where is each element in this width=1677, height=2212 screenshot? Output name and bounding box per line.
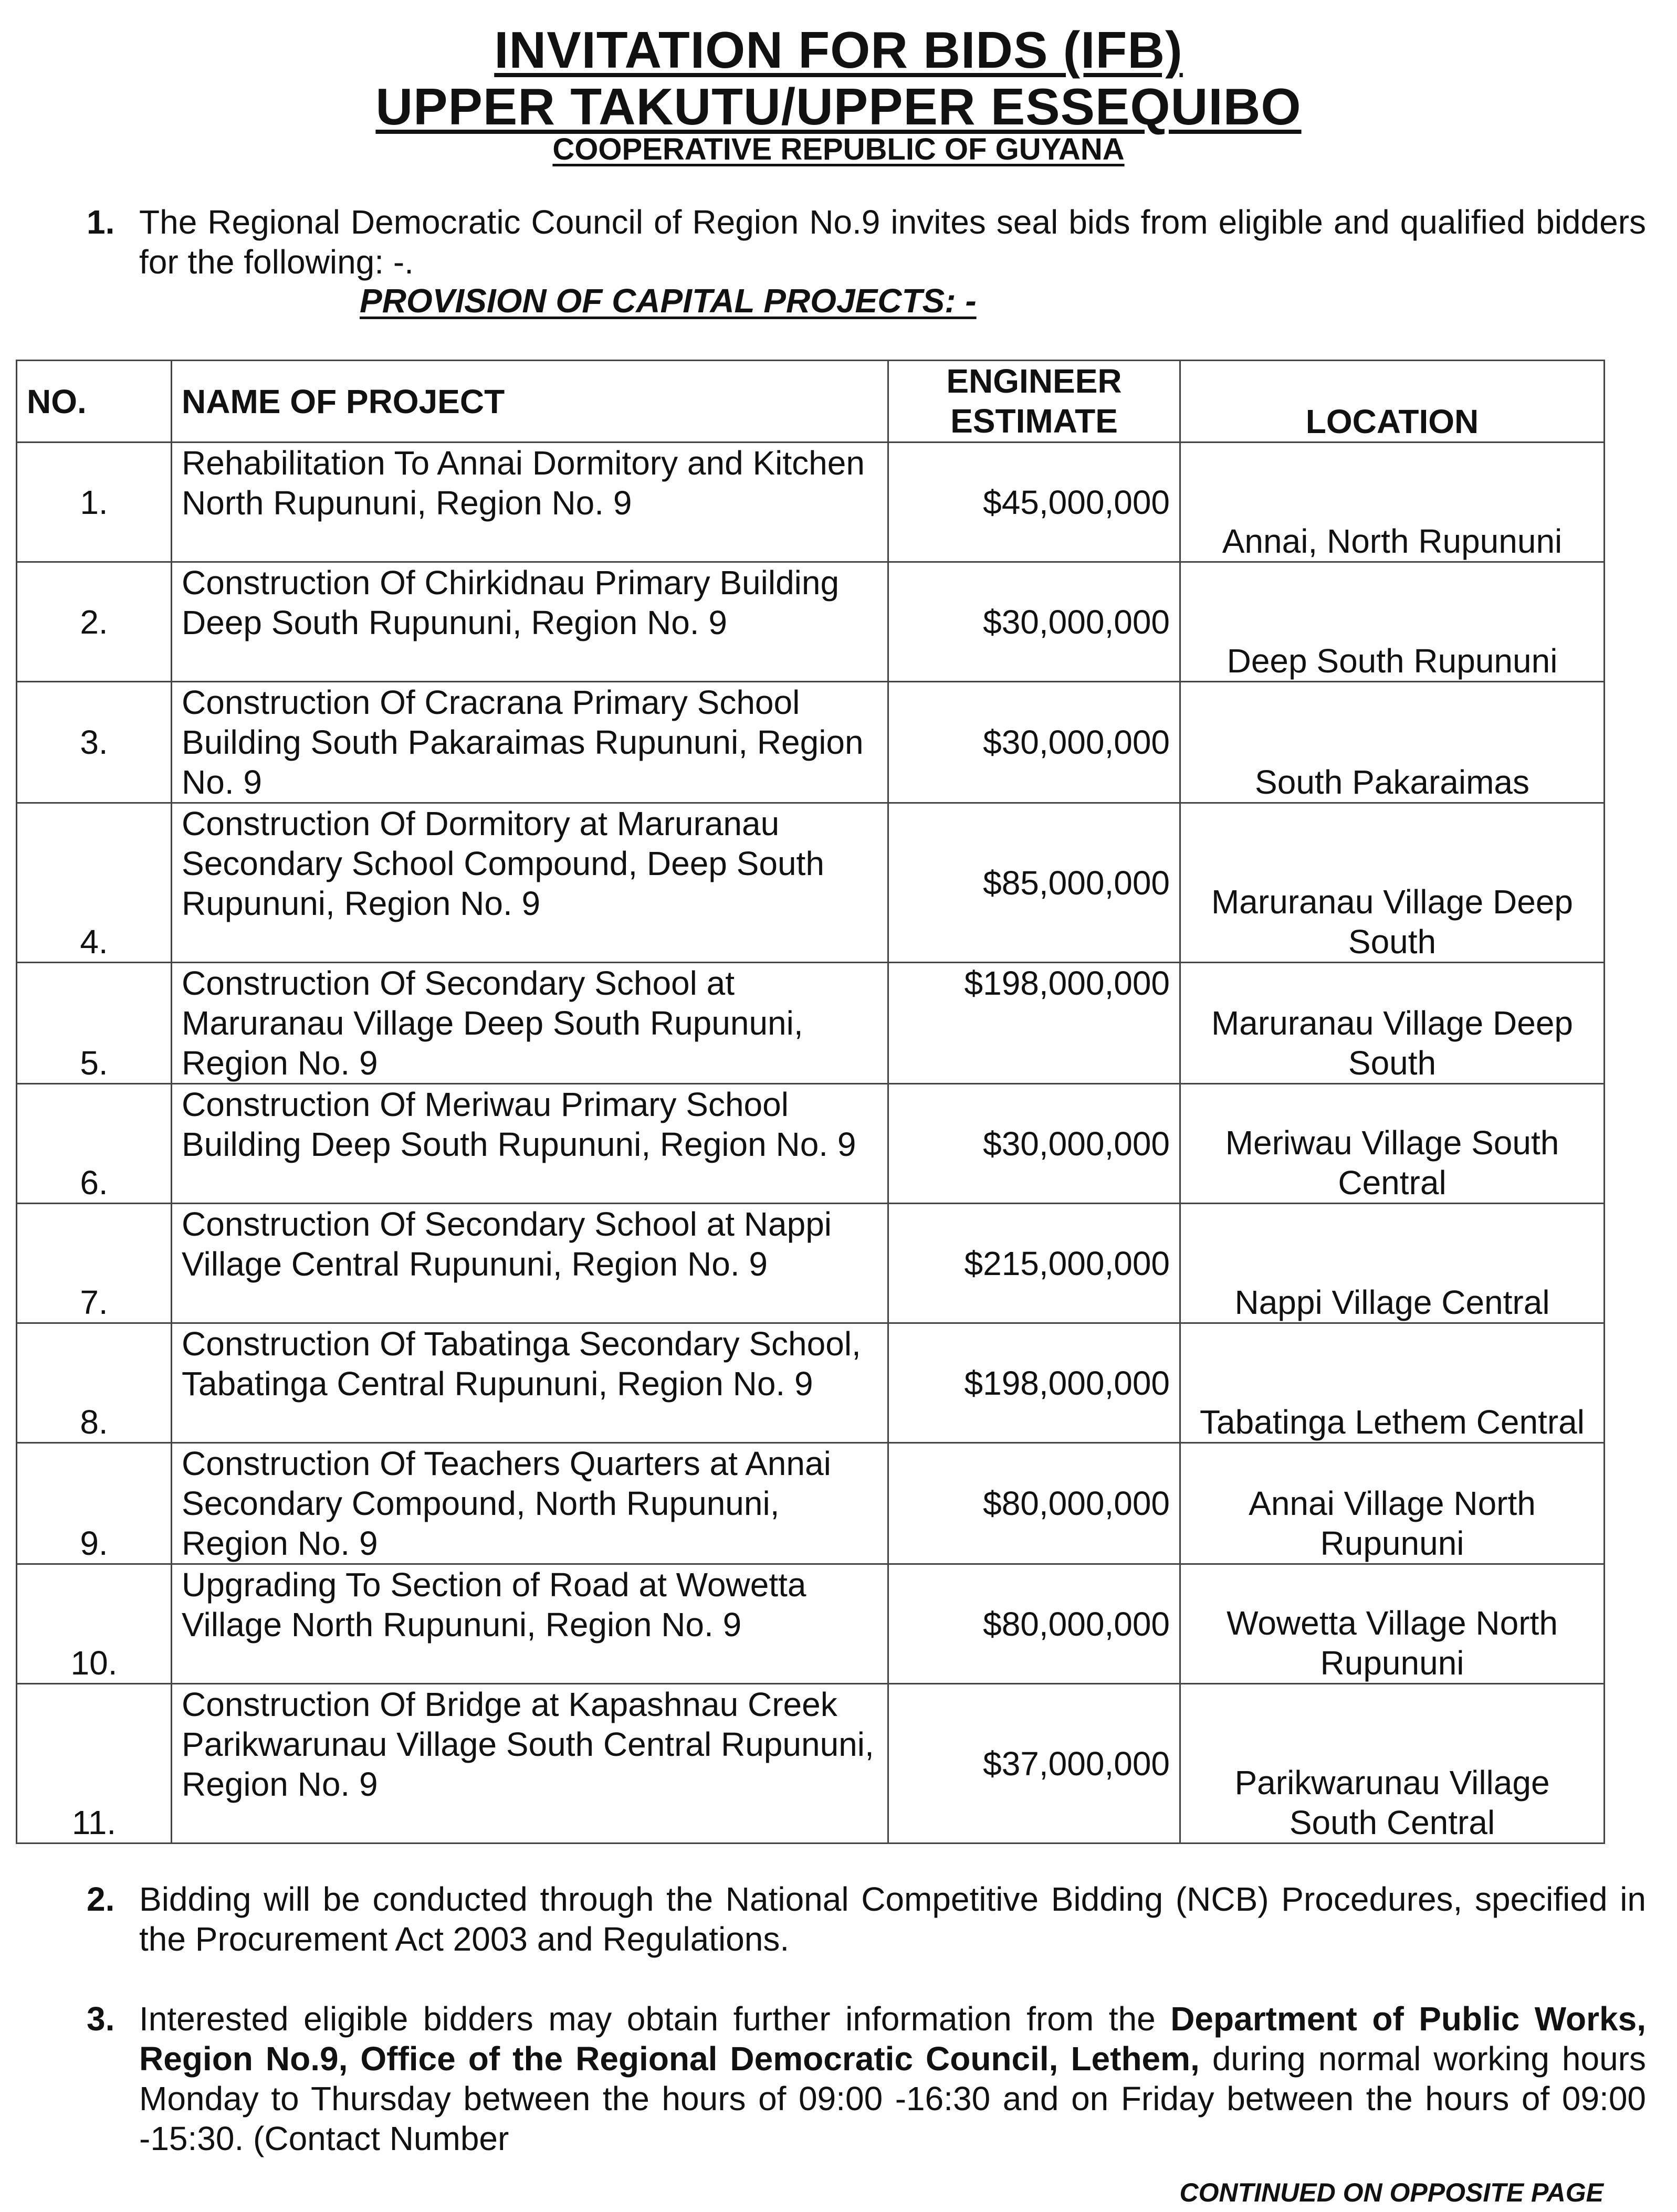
table-row	[17, 1684, 1605, 1844]
row-no: 5.	[17, 963, 172, 1084]
row-estimate: $80,000,000	[888, 1443, 1180, 1564]
row-name: Construction Of Dormitory at Maruranau Secondary School Compound, Deep South Rupununi, Region No. 9	[172, 803, 888, 963]
title-line-1: INVITATION FOR BIDS (IFB)	[494, 21, 1183, 79]
section-heading: PROVISION OF CAPITAL PROJECTS: -	[360, 282, 977, 320]
continued-note: CONTINUED ON OPPOSITE PAGE	[1179, 2178, 1603, 2207]
para3-department: Department of Public Works, Region No.9, Office of the Regional Democratic Council, Lethem,	[139, 2000, 1647, 2078]
para3-text-start: Interested eligible bidders may obtain further information from the	[139, 2000, 1171, 2038]
title-line-2: UPPER TAKUTU/UPPER ESSEQUIBO	[375, 78, 1302, 135]
row-location: Annai Village North Rupununi	[1180, 1443, 1605, 1564]
row-no: 2.	[17, 562, 172, 682]
row-location: Maruranau Village Deep South	[1180, 803, 1605, 963]
table-row	[17, 1323, 1605, 1443]
row-location: Annai, North Rupununi	[1180, 443, 1605, 562]
row-name: Upgrading To Section of Road at Wowetta Village North Rupununi, Region No. 9	[172, 1564, 888, 1684]
row-estimate: $215,000,000	[888, 1204, 1180, 1323]
table-row	[17, 1564, 1605, 1684]
table-row	[17, 1084, 1605, 1204]
row-name: Construction Of Teachers Quarters at Annai Secondary Compound, North Rupununi, Region No. 9	[172, 1443, 888, 1564]
row-no: 8.	[17, 1323, 172, 1443]
row-name: Construction Of Bridge at Kapashnau Creek Parikwarunau Village South Central Rupununi, Region No. 9	[172, 1684, 888, 1844]
row-location: Wowetta Village North Rupununi	[1180, 1564, 1605, 1684]
row-name: Construction Of Secondary School at Maruranau Village Deep South Rupununi, Region No. 9	[172, 963, 888, 1084]
row-estimate: $198,000,000	[888, 963, 1180, 1084]
row-location: Nappi Village Central	[1180, 1204, 1605, 1323]
row-no: 7.	[17, 1204, 172, 1323]
header-no: NO.	[17, 361, 172, 443]
row-no: 1.	[17, 443, 172, 562]
table-row	[17, 443, 1605, 562]
row-location: Deep South Rupununi	[1180, 562, 1605, 682]
row-no: 9.	[17, 1443, 172, 1564]
row-no: 6.	[17, 1084, 172, 1204]
row-name: Construction Of Secondary School at Nappi Village Central Rupununi, Region No. 9	[172, 1204, 888, 1323]
para2-number: 2.	[87, 1880, 115, 1918]
row-estimate: $30,000,000	[888, 682, 1180, 803]
para3-number: 3.	[87, 2000, 115, 2038]
header-name: NAME OF PROJECT	[172, 361, 888, 443]
para1-text: The Regional Democratic Council of Region No.9 invites seal bids from eligible and qualified bidders for the following: -.	[139, 203, 1646, 281]
projects-table	[16, 360, 1605, 1844]
table-header-row	[17, 361, 1605, 443]
table-row	[17, 963, 1605, 1084]
row-location: Parikwarunau Village South Central	[1180, 1684, 1605, 1844]
row-name: Construction Of Chirkidnau Primary Building Deep South Rupununi, Region No. 9	[172, 562, 888, 682]
row-location: South Pakaraimas	[1180, 682, 1605, 803]
row-estimate: $80,000,000	[888, 1564, 1180, 1684]
row-estimate: $198,000,000	[888, 1323, 1180, 1443]
row-estimate: $45,000,000	[888, 443, 1180, 562]
row-location: Meriwau Village South Central	[1180, 1084, 1605, 1204]
row-location: Tabatinga Lethem Central	[1180, 1323, 1605, 1443]
subtitle: COOPERATIVE REPUBLIC OF GUYANA	[552, 132, 1125, 166]
row-name: Construction Of Tabatinga Secondary School, Tabatinga Central Rupununi, Region No. 9	[172, 1323, 888, 1443]
header-estimate: ENGINEER ESTIMATE	[888, 361, 1180, 443]
row-estimate: $30,000,000	[888, 562, 1180, 682]
row-no: 10.	[17, 1564, 172, 1684]
table-row	[17, 1204, 1605, 1323]
table-row	[17, 803, 1605, 963]
row-estimate: $85,000,000	[888, 803, 1180, 963]
row-name: Construction Of Meriwau Primary School Building Deep South Rupununi, Region No. 9	[172, 1084, 888, 1204]
para2-text: Bidding will be conducted through the National Competitive Bidding (NCB) Procedures, specified in the Procurement Act 2003 and Regulations.	[139, 1880, 1646, 1958]
table-row	[17, 562, 1605, 682]
row-estimate: $30,000,000	[888, 1084, 1180, 1204]
row-location: Maruranau Village Deep South	[1180, 963, 1605, 1084]
para1-number: 1.	[87, 203, 115, 241]
header-location: LOCATION	[1180, 361, 1605, 443]
row-no: 11.	[17, 1684, 172, 1844]
row-name: Construction Of Cracrana Primary School Building South Pakaraimas Rupununi, Region No. 9	[172, 682, 888, 803]
row-name: Rehabilitation To Annai Dormitory and Kitchen North Rupununi, Region No. 9	[172, 443, 888, 562]
row-no: 4.	[17, 803, 172, 963]
para3-text-end: during normal working hours Monday to Thursday between the hours of 09:00 -16:30 and on Friday between the hours of 09:00 -15:30. (Contact Number	[139, 2040, 1647, 2157]
table-row	[17, 682, 1605, 803]
row-no: 3.	[17, 682, 172, 803]
para3-text	[139, 1999, 1646, 2158]
table-row	[17, 1443, 1605, 1564]
row-estimate: $37,000,000	[888, 1684, 1180, 1844]
